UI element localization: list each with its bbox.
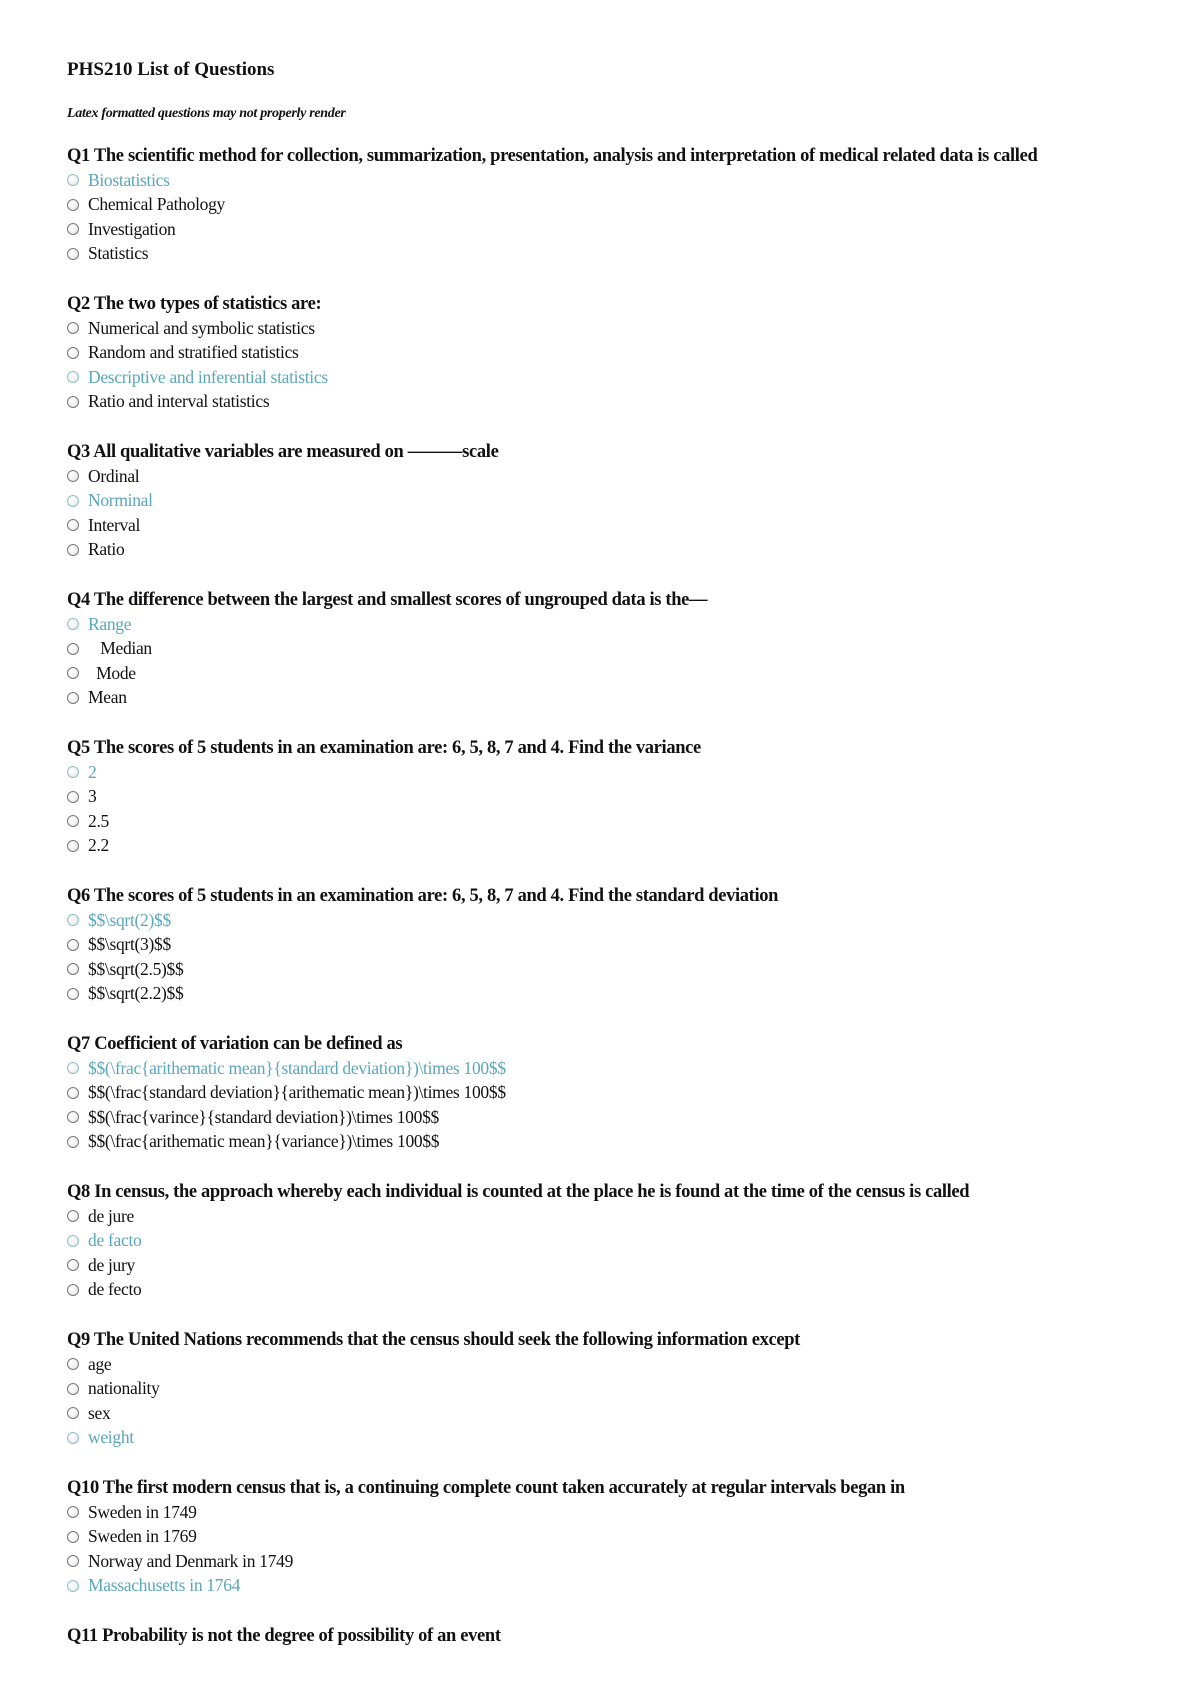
radio-button-icon[interactable] — [67, 1087, 79, 1099]
answer-option-label: Random and stratified statistics — [88, 342, 299, 363]
answer-option[interactable] — [67, 217, 1200, 242]
question-block — [67, 292, 1200, 414]
question-block — [67, 1624, 1200, 1648]
answer-option-label: de fecto — [88, 1279, 142, 1300]
question-block — [67, 1476, 1200, 1598]
answer-option-correct[interactable] — [67, 1229, 1200, 1254]
question-text: Q1 The scientific method for collection, summarization, presentation, analysis and interpretation of medical related data is called — [67, 146, 1038, 166]
radio-button-icon[interactable] — [67, 396, 79, 408]
answer-option[interactable] — [67, 957, 1200, 982]
radio-button-icon[interactable] — [67, 1383, 79, 1395]
radio-button-icon[interactable] — [67, 1407, 79, 1419]
question-block — [67, 736, 1200, 858]
answer-option-label: Median — [88, 638, 152, 659]
radio-button-icon[interactable] — [67, 1506, 79, 1518]
question-text: Q5 The scores of 5 students in an examination are: 6, 5, 8, 7 and 4. Find the variance — [67, 738, 701, 758]
answer-option-label: 2 — [88, 761, 97, 782]
radio-button-icon[interactable] — [67, 815, 79, 827]
radio-button-icon[interactable] — [67, 1111, 79, 1123]
answer-option[interactable] — [67, 1081, 1200, 1106]
answer-option-correct[interactable] — [67, 908, 1200, 933]
answer-option-label: age — [88, 1353, 112, 1374]
question-block — [67, 1180, 1200, 1302]
radio-button-icon[interactable] — [67, 347, 79, 359]
answer-option[interactable] — [67, 1377, 1200, 1402]
answer-option-label: Statistics — [88, 243, 149, 264]
answer-option-correct[interactable] — [67, 489, 1200, 514]
answer-option-label: nationality — [88, 1378, 160, 1399]
answer-option-label: $$(\frac{varince}{standard deviation})\times 100$$ — [88, 1106, 439, 1127]
answer-option-label: weight — [88, 1427, 134, 1448]
answer-option[interactable] — [67, 1549, 1200, 1574]
answer-option-label: $$(\frac{arithematic mean}{variance})\times 100$$ — [88, 1131, 440, 1152]
answer-option[interactable] — [67, 1105, 1200, 1130]
answer-option[interactable] — [67, 1525, 1200, 1550]
answer-option[interactable] — [67, 1500, 1200, 1525]
answer-option-label: $$\sqrt(3)$$ — [88, 934, 171, 955]
question-text: Q4 The difference between the largest and smallest scores of ungrouped data is the— — [67, 590, 708, 610]
radio-button-icon[interactable] — [67, 174, 79, 186]
answer-option-label: 3 — [88, 786, 97, 807]
answer-option[interactable] — [67, 686, 1200, 711]
answer-option-label: Biostatistics — [88, 169, 170, 190]
answer-option-label: $$\sqrt(2.2)$$ — [88, 983, 184, 1004]
answer-option-correct[interactable] — [67, 612, 1200, 637]
answer-option-correct[interactable] — [67, 365, 1200, 390]
answer-option[interactable] — [67, 242, 1200, 267]
answer-option-label: Range — [88, 613, 132, 634]
radio-button-icon[interactable] — [67, 1062, 79, 1074]
answer-option[interactable] — [67, 933, 1200, 958]
answer-option[interactable] — [67, 513, 1200, 538]
answer-option-label: Sweden in 1749 — [88, 1501, 197, 1522]
radio-button-icon[interactable] — [67, 988, 79, 1000]
page-title: PHS210 List of Questions — [67, 59, 275, 80]
answer-option-correct[interactable] — [67, 1426, 1200, 1451]
answer-option-label: Ordinal — [88, 465, 140, 486]
radio-button-icon[interactable] — [67, 495, 79, 507]
answer-option-label: Chemical Pathology — [88, 194, 226, 215]
question-list — [67, 144, 1200, 1648]
radio-button-icon[interactable] — [67, 914, 79, 926]
radio-button-icon[interactable] — [67, 1284, 79, 1296]
radio-button-icon[interactable] — [67, 470, 79, 482]
answer-option-label: $$\sqrt(2.5)$$ — [88, 958, 184, 979]
radio-button-icon[interactable] — [67, 667, 79, 679]
radio-button-icon[interactable] — [67, 692, 79, 704]
answer-option[interactable] — [67, 390, 1200, 415]
answer-option-label: sex — [88, 1402, 111, 1423]
radio-button-icon[interactable] — [67, 519, 79, 531]
question-text: Q9 The United Nations recommends that the census should seek the following information except — [67, 1330, 800, 1350]
question-text: Q8 In census, the approach whereby each individual is counted at the place he is found at the time of the census is called — [67, 1182, 970, 1202]
question-text: Q10 The first modern census that is, a continuing complete count taken accurately at regular intervals began in — [67, 1478, 905, 1498]
answer-option[interactable] — [67, 193, 1200, 218]
answer-option[interactable] — [67, 1401, 1200, 1426]
question-block — [67, 588, 1200, 710]
answer-option[interactable] — [67, 538, 1200, 563]
answer-option[interactable] — [67, 834, 1200, 859]
answer-option[interactable] — [67, 1204, 1200, 1229]
answer-option-label: Ratio and interval statistics — [88, 391, 270, 412]
radio-button-icon[interactable] — [67, 1136, 79, 1148]
answer-option[interactable] — [67, 809, 1200, 834]
answer-option-label: Investigation — [88, 218, 176, 239]
answer-option-label: Numerical and symbolic statistics — [88, 317, 315, 338]
answer-option[interactable] — [67, 1253, 1200, 1278]
question-text: Q3 All qualitative variables are measured on ———scale — [67, 442, 499, 462]
answer-option[interactable] — [67, 464, 1200, 489]
question-block — [67, 884, 1200, 1006]
answer-option-label: $$(\frac{standard deviation}{arithematic mean})\times 100$$ — [88, 1082, 506, 1103]
question-block — [67, 1328, 1200, 1450]
question-text: Q11 Probability is not the degree of possibility of an event — [67, 1626, 501, 1646]
answer-option[interactable] — [67, 982, 1200, 1007]
answer-option-label: $$\sqrt(2)$$ — [88, 909, 171, 930]
answer-option-label: Mode — [88, 662, 136, 683]
question-block — [67, 440, 1200, 562]
answer-option-correct[interactable] — [67, 1574, 1200, 1599]
answer-option-label: Interval — [88, 514, 141, 535]
radio-button-icon[interactable] — [67, 1358, 79, 1370]
radio-button-icon[interactable] — [67, 322, 79, 334]
answer-option[interactable] — [67, 1130, 1200, 1155]
radio-button-icon[interactable] — [67, 766, 79, 778]
question-text: Q2 The two types of statistics are: — [67, 294, 322, 314]
answer-option[interactable] — [67, 637, 1200, 662]
answer-option-label: 2.5 — [88, 810, 109, 831]
answer-option-label: 2.2 — [88, 835, 109, 856]
answer-option[interactable] — [67, 785, 1200, 810]
radio-button-icon[interactable] — [67, 1235, 79, 1247]
radio-button-icon[interactable] — [67, 618, 79, 630]
radio-button-icon[interactable] — [67, 1259, 79, 1271]
answer-option-label: $$(\frac{arithematic mean}{standard deviation})\times 100$$ — [88, 1057, 506, 1078]
radio-button-icon[interactable] — [67, 371, 79, 383]
radio-button-icon[interactable] — [67, 791, 79, 803]
radio-button-icon[interactable] — [67, 223, 79, 235]
question-text: Q7 Coefficient of variation can be defined as — [67, 1034, 403, 1054]
answer-option-label: Massachusetts in 1764 — [88, 1575, 241, 1596]
answer-option-label: de jury — [88, 1254, 135, 1275]
radio-button-icon[interactable] — [67, 1432, 79, 1444]
question-text: Q6 The scores of 5 students in an examination are: 6, 5, 8, 7 and 4. Find the standard deviation — [67, 886, 779, 906]
answer-option-label: Sweden in 1769 — [88, 1526, 197, 1547]
question-block — [67, 144, 1200, 266]
radio-button-icon[interactable] — [67, 963, 79, 975]
answer-option-correct[interactable] — [67, 1056, 1200, 1081]
radio-button-icon[interactable] — [67, 1531, 79, 1543]
radio-button-icon[interactable] — [67, 199, 79, 211]
radio-button-icon[interactable] — [67, 1210, 79, 1222]
answer-option-label: Norway and Denmark in 1749 — [88, 1550, 294, 1571]
answer-option-label: Descriptive and inferential statistics — [88, 366, 328, 387]
answer-option[interactable] — [67, 316, 1200, 341]
answer-option-correct[interactable] — [67, 168, 1200, 193]
radio-button-icon[interactable] — [67, 248, 79, 260]
answer-option[interactable] — [67, 661, 1200, 686]
answer-option-label: Ratio — [88, 539, 125, 560]
radio-button-icon[interactable] — [67, 643, 79, 655]
answer-option[interactable] — [67, 1352, 1200, 1377]
answer-option-label: de facto — [88, 1230, 142, 1251]
answer-option-label: Norminal — [88, 490, 153, 511]
radio-button-icon[interactable] — [67, 1555, 79, 1567]
answer-option-correct[interactable] — [67, 760, 1200, 785]
radio-button-icon[interactable] — [67, 544, 79, 556]
answer-option[interactable] — [67, 341, 1200, 366]
answer-option-label: Mean — [88, 687, 127, 708]
question-block — [67, 1032, 1200, 1154]
radio-button-icon[interactable] — [67, 840, 79, 852]
answer-option[interactable] — [67, 1278, 1200, 1303]
render-note: Latex formatted questions may not properly render — [67, 106, 346, 121]
answer-option-label: de jure — [88, 1205, 134, 1226]
radio-button-icon[interactable] — [67, 1580, 79, 1592]
radio-button-icon[interactable] — [67, 939, 79, 951]
